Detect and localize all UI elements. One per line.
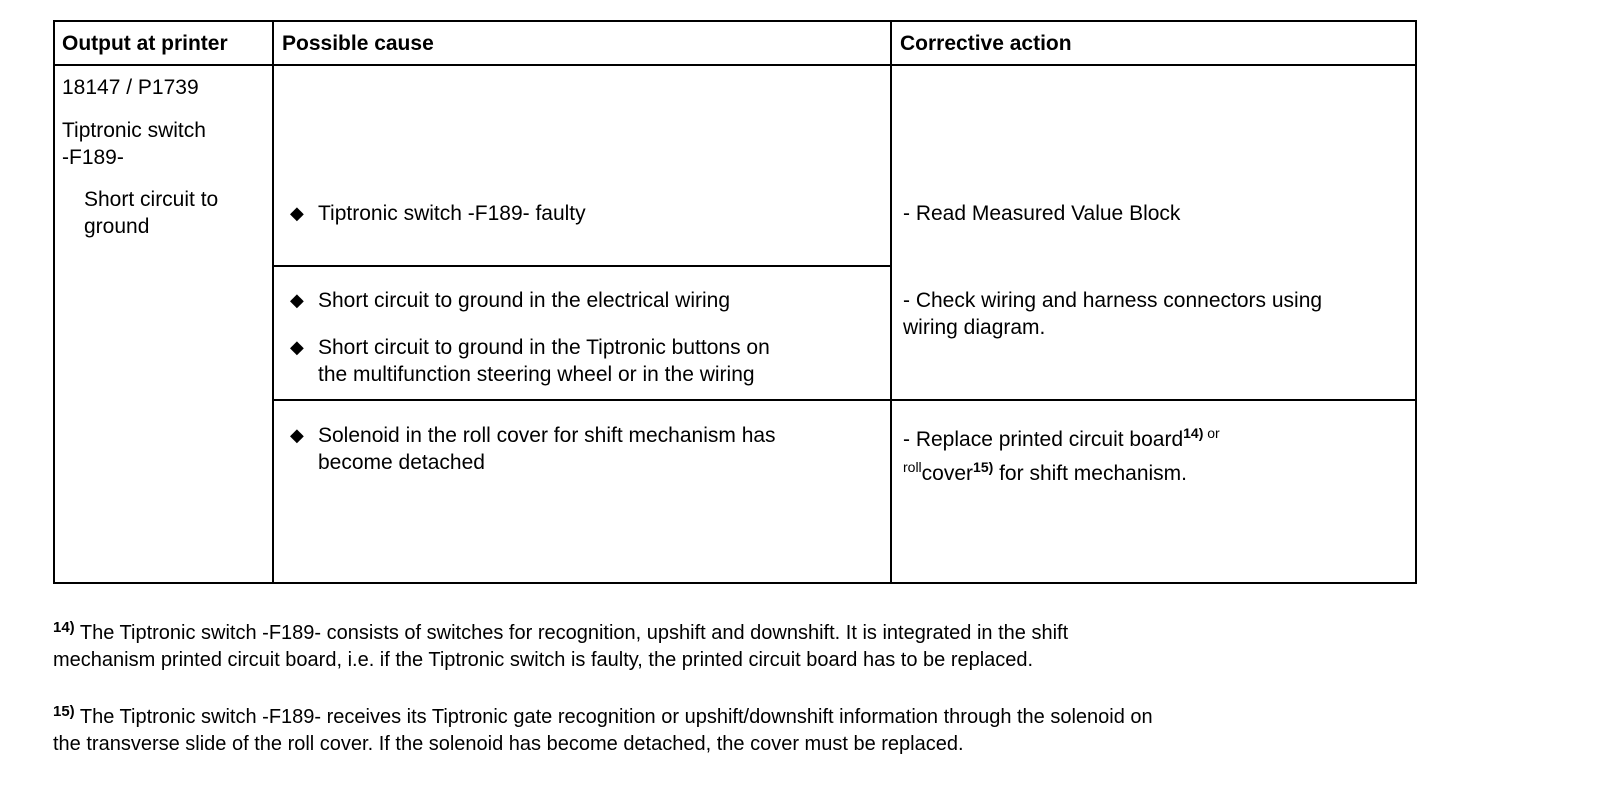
cause-text: Short circuit to ground in the Tiptronic buttons on xyxy=(318,336,770,359)
column-divider xyxy=(890,20,892,584)
fault-type-cont: ground xyxy=(84,215,150,238)
footnote-text-cont: the transverse slide of the roll cover. If the solenoid has become detached, the cover must be replaced. xyxy=(53,733,964,755)
footnote-ref-14: 14) xyxy=(1183,425,1204,441)
action-text-part: cover xyxy=(921,462,974,485)
roll-word: roll xyxy=(903,459,922,475)
diamond-bullet-icon: ◆ xyxy=(290,290,304,310)
row-divider xyxy=(272,399,1417,401)
footnote-mark: 15) xyxy=(53,703,75,720)
diamond-bullet-icon: ◆ xyxy=(290,203,304,223)
header-action: Corrective action xyxy=(900,32,1072,55)
action-text xyxy=(903,426,1220,453)
cause-text: Solenoid in the roll cover for shift mechanism has xyxy=(318,424,776,447)
cause-text: Tiptronic switch -F189- faulty xyxy=(318,202,586,225)
action-text: - Read Measured Value Block xyxy=(903,202,1181,225)
header-divider xyxy=(53,64,1417,66)
action-text-cont: wiring diagram. xyxy=(903,316,1046,339)
footnote-text-cont: mechanism printed circuit board, i.e. if the Tiptronic switch is faulty, the printed circuit board has to be replaced. xyxy=(53,649,1034,671)
cause-text-cont: the multifunction steering wheel or in the wiring xyxy=(318,363,755,386)
cause-text-cont: become detached xyxy=(318,451,485,474)
footnote-mark: 14) xyxy=(53,619,75,636)
column-divider xyxy=(272,20,274,584)
footnote-14 xyxy=(53,620,1553,674)
footnote-text: The Tiptronic switch -F189- receives its Tiptronic gate recognition or upshift/downshift information through the solenoid on xyxy=(74,706,1153,728)
component-id: -F189- xyxy=(62,146,124,169)
cause-text: Short circuit to ground in the electrical wiring xyxy=(318,289,731,312)
action-text: - Check wiring and harness connectors using xyxy=(903,289,1323,312)
or-word: or xyxy=(1203,425,1220,441)
fault-code: 18147 / P1739 xyxy=(62,76,199,99)
component-name: Tiptronic switch xyxy=(62,119,206,142)
footnote-15 xyxy=(53,704,1553,758)
action-text-part: - Replace printed circuit board xyxy=(903,428,1184,451)
footnote-ref-15: 15) xyxy=(973,459,994,475)
action-text-cont xyxy=(903,460,1187,487)
diamond-bullet-icon: ◆ xyxy=(290,337,304,357)
diamond-bullet-icon: ◆ xyxy=(290,425,304,445)
header-cause: Possible cause xyxy=(282,32,434,55)
header-output: Output at printer xyxy=(62,32,228,55)
action-text-part: for shift mechanism. xyxy=(993,462,1187,485)
fault-type: Short circuit to xyxy=(84,188,219,211)
row-divider xyxy=(272,265,892,267)
footnote-text: The Tiptronic switch -F189- consists of switches for recognition, upshift and downshift. It is integrated in the shift xyxy=(74,622,1069,644)
